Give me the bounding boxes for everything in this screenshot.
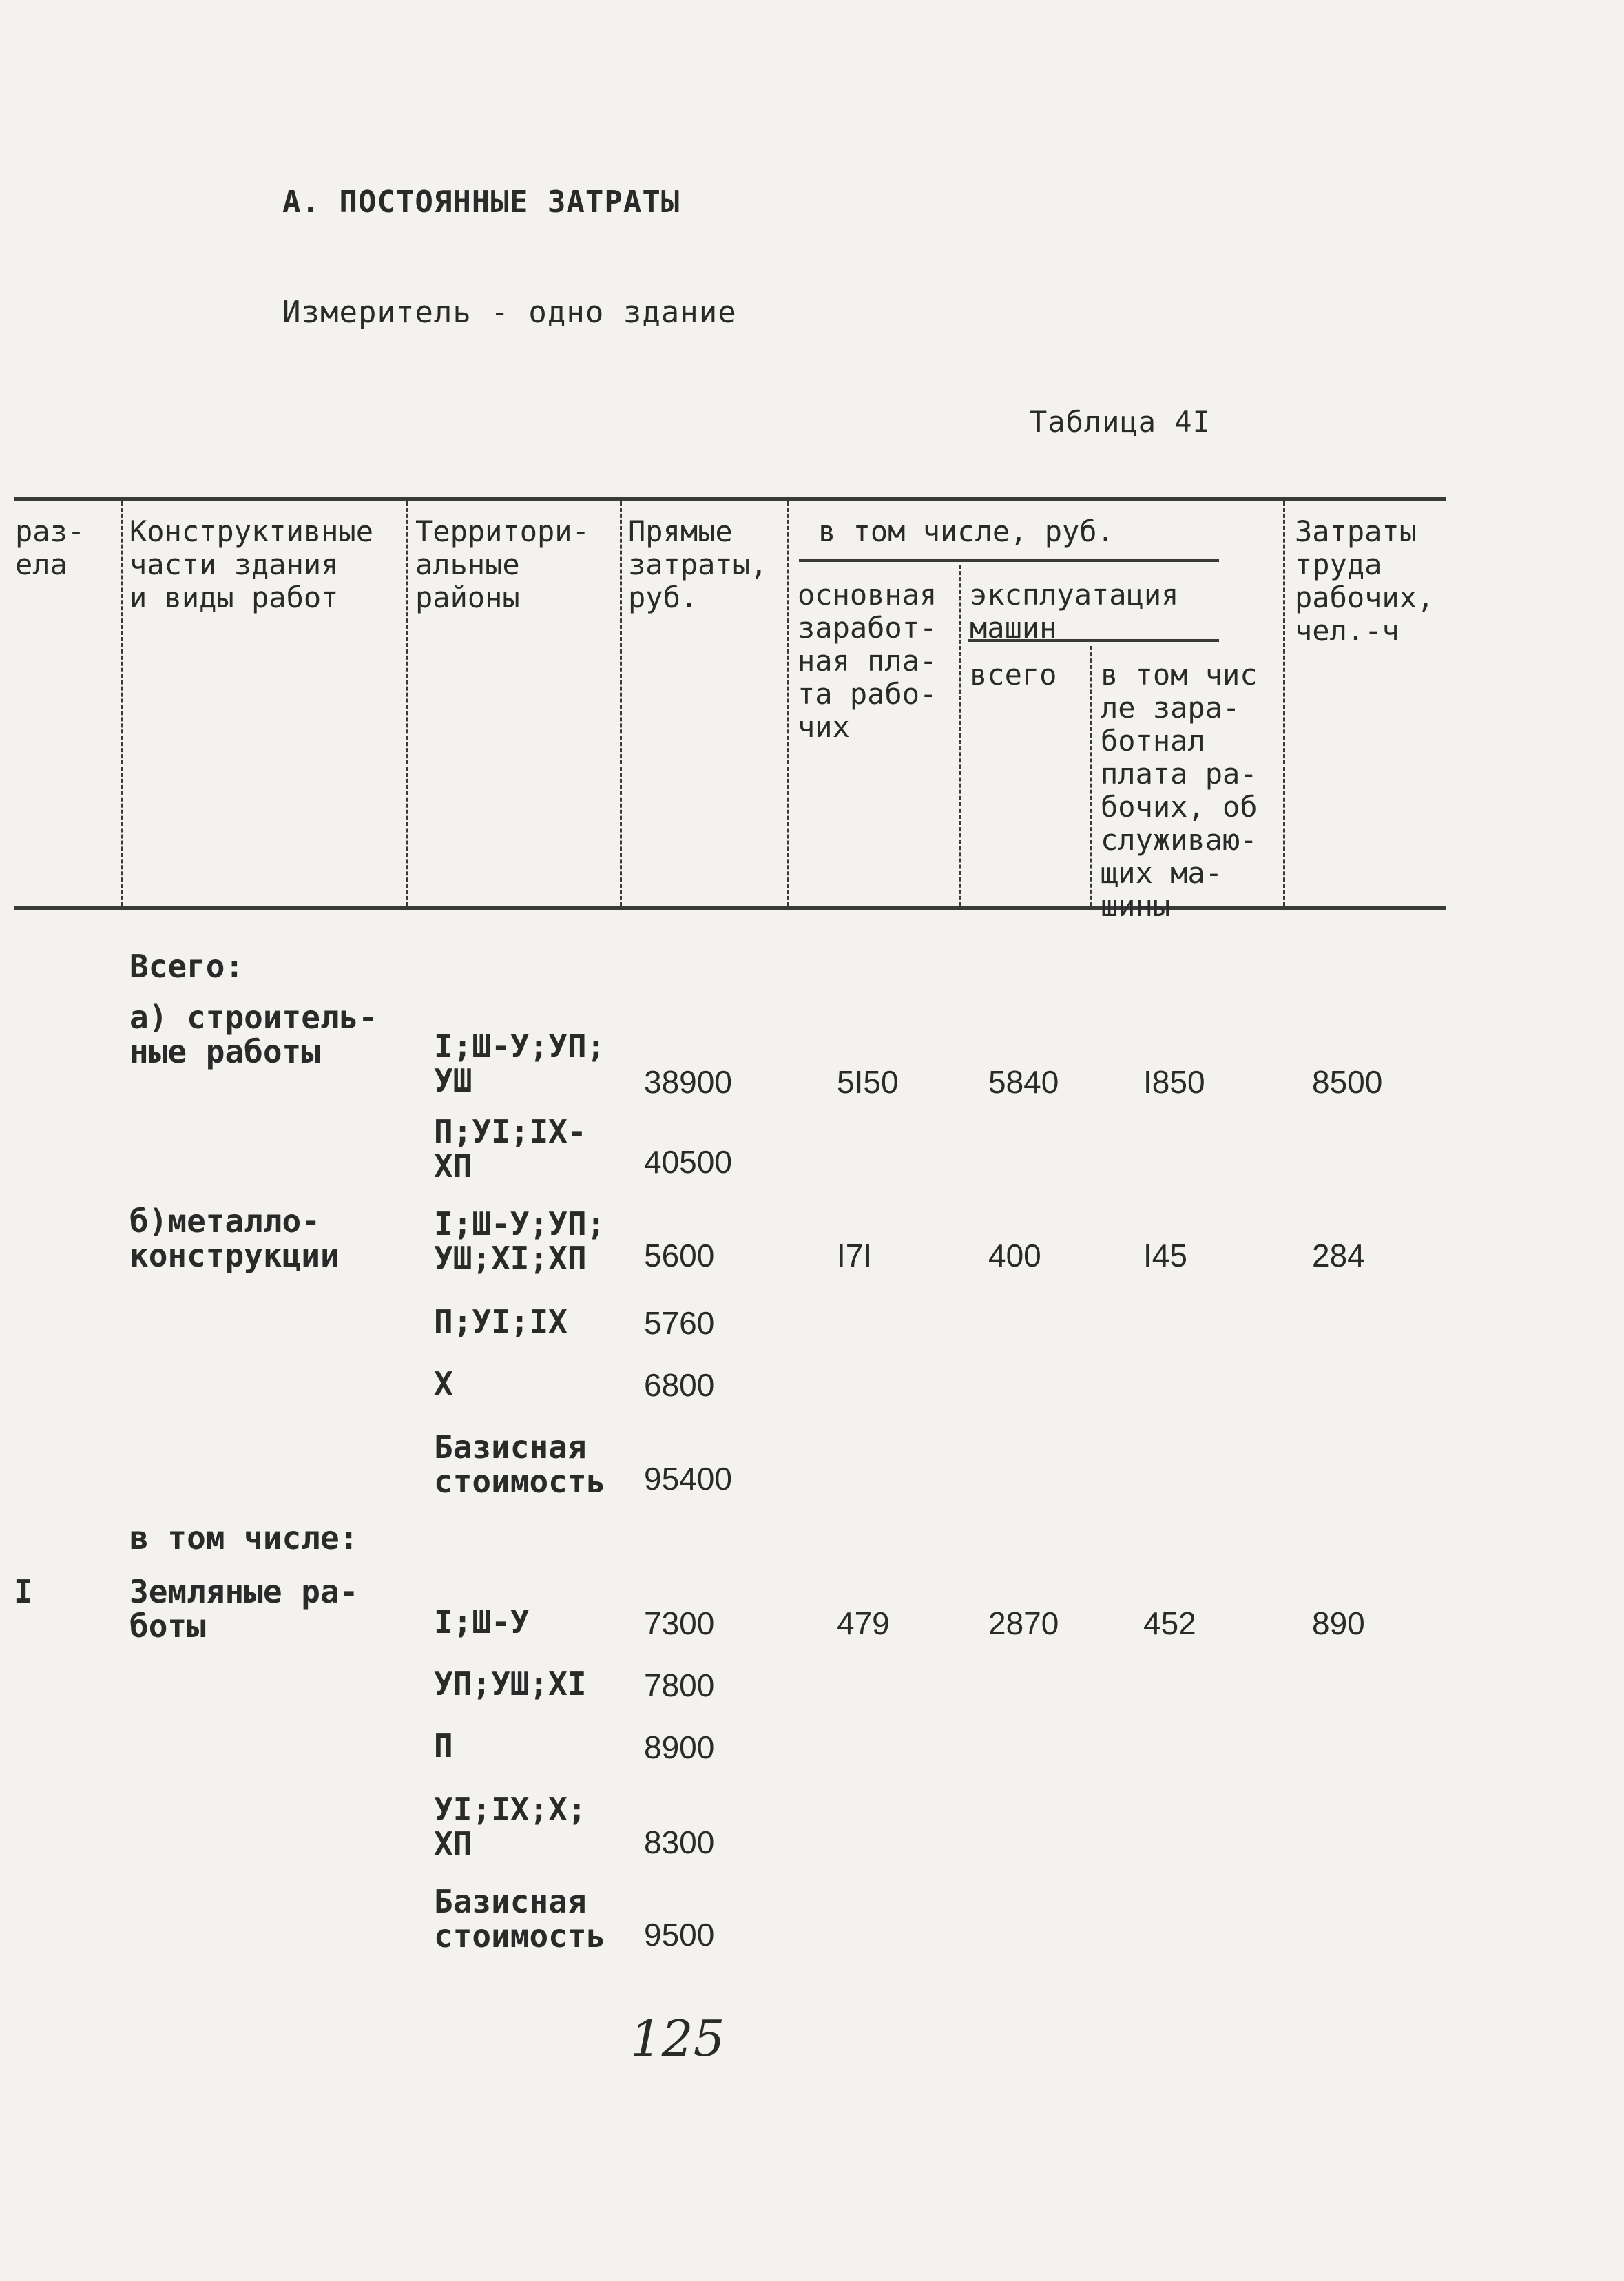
operator-wages-cell: I850 [1143, 1064, 1205, 1100]
labor-cell: 890 [1312, 1605, 1365, 1641]
region-cell: I;Ш-У;УП; УШ [434, 1028, 606, 1099]
row-label-earthworks: Земляные ра- боты [129, 1573, 359, 1645]
header-section-number: раз- ела [15, 515, 85, 581]
base-cost-label: Базисная стоимость [434, 1428, 606, 1500]
region-cell: П [434, 1727, 453, 1764]
base-cost-cell: 9500 [644, 1917, 715, 1952]
col-separator [406, 501, 408, 906]
base-wages-cell: 479 [837, 1605, 890, 1641]
row-label-metal: б)металло- конструкции [129, 1202, 340, 1274]
header-structural-parts: Конструктивные части здания и виды работ [129, 514, 374, 614]
section-title: А. ПОСТОЯННЫЕ ЗАТРАТЫ [282, 185, 680, 220]
header-including: в том числе, руб. [818, 514, 1114, 548]
row-label-construction: а) строитель- ные работы [129, 999, 378, 1070]
machines-total-cell: 2870 [988, 1605, 1059, 1641]
direct-cost-cell: 5760 [644, 1305, 715, 1341]
subheader-rule [799, 559, 1219, 562]
direct-cost-cell: 6800 [644, 1367, 715, 1403]
header-operator-wages: в том чис ле зара- ботнал плата ра- бочих, об служиваю- щих ма- шины [1101, 658, 1258, 923]
base-wages-cell: I7I [837, 1238, 873, 1273]
direct-cost-cell: 5600 [644, 1238, 715, 1273]
col-separator [1283, 501, 1285, 906]
region-cell: П;УI;IX- XП [434, 1113, 587, 1185]
direct-cost-cell: 38900 [644, 1064, 732, 1100]
col-separator [620, 501, 622, 906]
operator-wages-cell: I45 [1143, 1238, 1187, 1273]
direct-cost-cell: 7800 [644, 1667, 715, 1703]
region-cell: I;Ш-У [434, 1603, 530, 1641]
direct-cost-cell: 8900 [644, 1729, 715, 1765]
header-base-wages: основная заработ- ная пла- та рабо- чих [798, 578, 937, 744]
col-separator [1090, 646, 1092, 906]
labor-cell: 8500 [1312, 1064, 1383, 1100]
base-wages-cell: 5I50 [837, 1064, 899, 1100]
section-number-cell: I [14, 1573, 33, 1610]
header-machine-operation: эксплуатация машин [970, 578, 1179, 645]
direct-cost-cell: 40500 [644, 1144, 732, 1180]
region-cell: УI;IX;X; XП [434, 1791, 587, 1862]
base-cost-cell: 95400 [644, 1461, 732, 1497]
col-separator [959, 565, 961, 906]
direct-cost-cell: 8300 [644, 1824, 715, 1860]
machines-total-cell: 5840 [988, 1064, 1059, 1100]
col-separator [787, 501, 789, 906]
including-label: в том числе: [129, 1519, 359, 1556]
col-separator [121, 501, 123, 906]
region-cell: X [434, 1365, 453, 1402]
measure-unit: Измеритель - одно здание [282, 295, 737, 330]
region-cell: I;Ш-У;УП; УШ;XI;XП [434, 1205, 606, 1277]
labor-cell: 284 [1312, 1238, 1365, 1273]
base-cost-label: Базисная стоимость [434, 1883, 606, 1955]
table-number: Таблица 4I [1030, 405, 1211, 439]
region-cell: П;УI;IX [434, 1303, 568, 1340]
machines-total-cell: 400 [988, 1238, 1041, 1273]
header-labor-costs: Затраты труда рабочих, чел.-ч [1295, 514, 1435, 647]
direct-cost-cell: 7300 [644, 1605, 715, 1641]
total-label: Всего: [129, 948, 244, 985]
header-direct-costs: Прямые затраты, руб. [628, 514, 768, 614]
table-top-rule [14, 497, 1446, 501]
region-cell: УП;УШ;XI [434, 1665, 587, 1702]
page-number: 125 [630, 2010, 725, 2068]
header-total: всего [970, 658, 1057, 691]
operator-wages-cell: 452 [1143, 1605, 1196, 1641]
header-territorial-regions: Территори- альные районы [415, 514, 590, 614]
